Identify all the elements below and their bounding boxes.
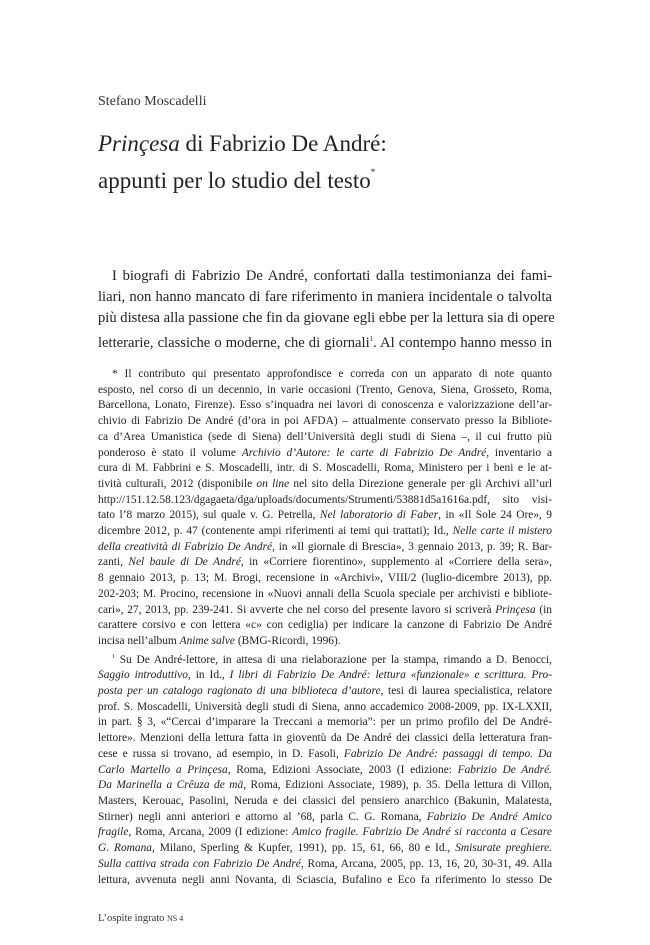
- note-line: 202-203; M. Procino, recensione in «Nuovi annali della Scuola speciale per archivisti e bibliote-: [98, 587, 552, 600]
- body-line: [98, 329, 552, 354]
- note-line: [98, 810, 552, 826]
- note-line: [98, 763, 552, 779]
- journal-series: NS 4: [167, 914, 184, 923]
- body-line: I biografi di Fabrizio De André, confortati dalla testimonianza dei fami-: [112, 268, 552, 284]
- title-song-name: Prinçesa: [98, 131, 180, 156]
- note-line: [98, 555, 552, 571]
- note-italic: I libri di Fabrizio De André: lettura «funzionale» e scrittura. Pro-: [229, 669, 552, 682]
- note-italic: Nel laboratorio di Faber: [319, 509, 439, 522]
- footnotes: [98, 367, 552, 888]
- note-line: [98, 684, 552, 700]
- note-italic: on line: [256, 477, 290, 490]
- running-footer: [98, 913, 183, 924]
- note-line: in part. § 3, «“Cercai d’imparare la Treccani a memoria”: per un primo profilo del De André-: [98, 716, 552, 729]
- note-text: cari», 27, 2013, pp. 239-241. Si avverte che nel corso del presente lavoro si scriverà: [98, 603, 496, 616]
- note-italic: della creatività di Fabrizio De André: [98, 540, 273, 553]
- note-text: Su De André-lettore, in attesa di una rielaborazione per la stampa, rimando a D. Benocci,: [115, 653, 552, 666]
- author-name: Stefano Moscadelli: [98, 94, 207, 109]
- note-line: lettura, avvenuta negli anni Novanta, di Sciascia, Bufalino e Eco fa riferimento lo stesso De: [98, 873, 552, 886]
- note-text: , in «Il giornale di Brescia», 3 gennaio 2013, p. 39; R. Bar-: [272, 540, 552, 553]
- note-line: [98, 668, 552, 684]
- title-footnote-mark: *: [370, 167, 376, 177]
- note-text: , inventario a: [486, 446, 552, 459]
- body-line-text: letterarie, classiche o moderne, che di giornali: [98, 335, 370, 351]
- note-line: [98, 650, 552, 669]
- note-text: , in «Il Sole 24 Ore», 9: [438, 509, 553, 522]
- note-text: , Roma, Arcana, 2009 (I edizione:: [128, 826, 293, 839]
- note-line: [98, 540, 552, 556]
- body-line-text: . Al contempo hanno messo in: [373, 335, 552, 351]
- note-italic: posta per un catalogo ragionato di una biblioteca d’autore: [98, 685, 381, 698]
- note-italic: Saggio introduttivo: [98, 669, 188, 682]
- note-italic: Fabrizio De André: passaggi di tempo. Da: [343, 747, 552, 760]
- note-text: tato l’8 marzo 2015), sul quale v. G. Petrella,: [98, 509, 320, 522]
- note-italic: Carlo Martello a Prinçesa: [98, 763, 228, 776]
- note-line: [98, 857, 552, 873]
- body-line: liari, non hanno mancato di fare riferimento in maniera incidentale o talvolta: [98, 289, 552, 305]
- note-italic: G. Romana: [98, 842, 152, 855]
- title-line-1-rest: di Fabrizio De André:: [179, 131, 387, 156]
- note-text: , Roma, Edizioni Associate, 1989), p. 35. Della lettura di Villon,: [243, 779, 552, 792]
- note-line: Barcellona, Lonato, Firenze). Esso s’inquadra nei lavori di conoscenza e valorizzazione dell’ar-: [98, 399, 552, 412]
- note-line: [98, 603, 552, 619]
- note-text: cese e russa si trovano, ad esempio, in D. Fasoli,: [98, 747, 344, 760]
- article-title: [98, 129, 568, 195]
- note-text: , in «Corriere fiorentino», supplemento al «Corriere della sera»,: [240, 556, 552, 569]
- note-text: (in: [535, 603, 552, 616]
- note-text: , Milano, Sperling & Kupfer, 1991), pp. 15, 61, 66, 80 e Id.,: [152, 842, 456, 855]
- note-italic: Da Marinella a Crêuza de mä: [98, 779, 244, 792]
- note-text: nel sito della Direzione generale per gli Archivi all’url: [289, 477, 552, 490]
- note-line: [98, 747, 552, 763]
- note-italic: Sulla cattiva strada con Fabrizio De André: [98, 857, 301, 870]
- journal-name: L’ospite ingrato: [98, 913, 168, 924]
- note-italic: Nelle carte il mistero: [452, 525, 552, 538]
- note-line: Masters, Kerouac, Pasolini, Neruda e dei classici del pensiero anarchico (Bakunin, Malatesta,: [98, 794, 552, 807]
- note-text: dicembre 2012, p. 47 (contenente ampi riferimenti ai temi qui trattati); Id.,: [98, 525, 453, 538]
- note-text: zanti,: [98, 556, 129, 569]
- note-italic: Anime salve: [179, 634, 235, 647]
- title-line-2: [98, 158, 568, 195]
- note-italic: Amico fragile. Fabrizio De André si racconta a Cesare: [292, 826, 552, 839]
- note-italic: fragile: [98, 826, 129, 839]
- note-line: ca d’Area Umanistica (sede di Siena) dell’Università degli studi di Siena –, il cui frutto più: [98, 430, 552, 443]
- note-line: [98, 524, 552, 540]
- note-line: [98, 634, 552, 650]
- note-text: , in Id.,: [187, 669, 230, 682]
- body-line: più distesa alla passione che fin da giovane egli ebbe per la lettura sia di opere: [98, 310, 555, 326]
- note-line: [98, 778, 552, 794]
- note-text: Stirner) negli anni anteriori e attorno al ’68, parla C. G. Romana,: [98, 810, 427, 823]
- note-url-line[interactable]: http://151.12.58.123/dgagaeta/dga/uploads/documents/Strumenti/53881d5a1616a.pdf, sito visi-: [98, 493, 552, 506]
- note-italic: Fabrizio De André Amico: [426, 810, 552, 823]
- note-text: incisa nell’album: [98, 634, 180, 647]
- title-line-1: [98, 129, 568, 158]
- note-italic: Smisurate preghiere.: [455, 842, 552, 855]
- note-line: [98, 508, 552, 524]
- note-line: [98, 477, 552, 493]
- note-text: , tesi di laurea specialistica, relatore: [380, 685, 553, 698]
- note-line: [98, 825, 552, 841]
- note-italic: Fabrizio De André.: [457, 763, 552, 776]
- note-italic: Nel baule di De André: [128, 556, 241, 569]
- note-text: ponderoso è stato il volume: [98, 446, 242, 459]
- note-text: (BMG-Ricordi, 1996).: [234, 634, 341, 647]
- note-italic: Archivio d’Autore: le carte di Fabrizio De André: [241, 446, 487, 459]
- note-line: 8 gennaio 2013, p. 13; M. Brogi, recensione in «Archivi», VIII/2 (luglio-dicembre 2013), pp.: [98, 572, 552, 585]
- note-line: * Il contributo qui presentato approfondisce e correda con un apparato di note quanto: [112, 368, 552, 380]
- note-text: tività culturali, 2012 (disponibile: [98, 477, 257, 490]
- footnote-ref-1[interactable]: 1: [369, 335, 374, 343]
- title-line-2-text: appunti per lo studio del testo: [98, 168, 371, 193]
- note-line: [98, 841, 552, 857]
- footnote-1-mark: 1: [112, 653, 115, 660]
- note-line: prof. S. Moscadelli, Università degli studi di Siena, anno accademico 2008-2009, pp. IX-LXXII,: [98, 700, 552, 713]
- note-text: , Roma, Edizioni Associate, 2003 (I edizione:: [227, 763, 458, 776]
- body-paragraph: [98, 266, 555, 354]
- note-line: cura di M. Fabbrini e S. Moscadelli, intr. di S. Moscadelli, Roma, Ministero per i beni e le at-: [98, 462, 552, 475]
- note-line: esposto, nel corso di un decennio, in varie occasioni (Trento, Genova, Siena, Grosseto, Roma,: [98, 383, 552, 396]
- note-line: lettore». Menzioni della lettura fatta in gioventù da De André dei classici della letteratura fran-: [98, 732, 552, 745]
- note-line: chivio di Fabrizio De André (d’ora in poi AFDA) – attualmente conservato presso la Bibliote-: [98, 415, 552, 428]
- note-italic: Prinçesa: [495, 603, 536, 616]
- note-text: , Roma, Arcana, 2005, pp. 13, 16, 20, 30-31, 49. Alla: [300, 857, 552, 870]
- note-line: carattere corsivo e con lettera «c» con cediglia) per indicare la canzone di Fabrizio De André: [98, 619, 552, 632]
- note-line: [98, 446, 552, 462]
